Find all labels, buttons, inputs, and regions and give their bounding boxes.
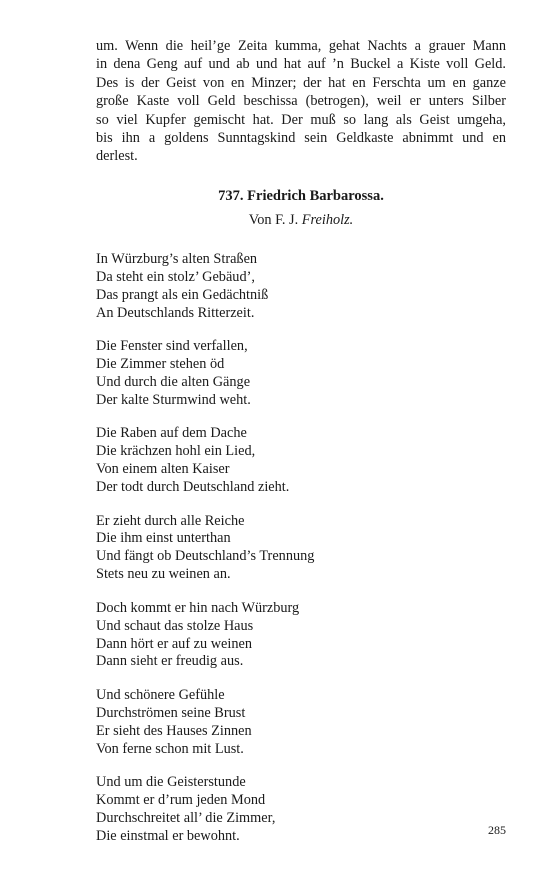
stanza — [96, 687, 506, 759]
prose-paragraph — [96, 37, 506, 166]
verse-line: An Deutschlands Ritterzeit. — [96, 304, 255, 321]
verse-line: Und fängt ob Deutschland’s Trennung — [96, 548, 315, 565]
verse-line: Er zieht durch alle Reiche — [96, 512, 245, 529]
verse-line: Die Fenster sind verfallen, — [96, 338, 248, 355]
prose-line: Des is der Geist von en Minzer; der hat en Ferschta um en ganze — [96, 74, 506, 91]
verse-line: Durchschreitet all’ die Zimmer, — [96, 809, 276, 826]
verse-line: Durchströmen seine Brust — [96, 704, 246, 721]
verse-line: Dann sieht er freudig aus. — [96, 653, 244, 670]
verse-line: In Würzburg’s alten Straßen — [96, 250, 258, 267]
stanza — [96, 774, 506, 846]
byline — [96, 211, 506, 229]
prose-line: in dena Geng auf und ab und hat auf ’n Buckel a Kiste voll Geld. — [96, 56, 506, 73]
verse-line: Von ferne schon mit Lust. — [96, 740, 244, 757]
verse-line: Der todt durch Deutschland zieht. — [96, 479, 290, 495]
stanza — [96, 513, 506, 585]
verse-line: Die einstmal er bewohnt. — [96, 827, 240, 844]
verse-line: Die Zimmer stehen öd — [96, 355, 225, 372]
verse-line: Da steht ein stolz’ Gebäud’, — [96, 268, 255, 285]
verse-line: Von einem alten Kaiser — [96, 461, 230, 478]
verse-line: Und schaut das stolze Haus — [96, 617, 254, 634]
verse-line: Doch kommt er hin nach Würzburg — [96, 599, 300, 616]
stanza — [96, 338, 506, 410]
prose-line: derlest. — [96, 148, 138, 165]
poem — [96, 251, 506, 846]
verse-line: Dann hört er auf zu weinen — [96, 635, 253, 652]
verse-line: Die ihm einst unterthan — [96, 530, 231, 547]
byline-author: Freiholz. — [301, 211, 354, 228]
prose-line: bis ihn a goldens Sunntagskind sein Geldkaste abnimmt und en — [96, 130, 506, 147]
verse-line: Stets neu zu weinen an. — [96, 566, 231, 583]
verse-line: Und um die Geisterstunde — [96, 774, 246, 791]
stanza — [96, 425, 506, 497]
prose-line: so viel Kupfer gemischt hat. Der muß so lang als Geist umgeha, — [96, 111, 506, 128]
prose-line: große Kaste voll Geld beschissa (betrogen), weil er unters Silber — [96, 93, 506, 110]
stanza — [96, 600, 506, 672]
verse-line: Der kalte Sturmwind weht. — [96, 391, 251, 408]
verse-line: Und schönere Gefühle — [96, 686, 225, 703]
verse-line: Das prangt als ein Gedächtniß — [96, 286, 269, 303]
verse-line: Die Raben auf dem Dache — [96, 425, 247, 442]
book-page — [96, 37, 506, 861]
verse-line: Die krächzen hohl ein Lied, — [96, 443, 256, 460]
verse-line: Kommt er d’rum jeden Mond — [96, 792, 266, 809]
verse-line: Er sieht des Hauses Zinnen — [96, 722, 252, 739]
prose-line: um. Wenn die heil’ge Zeita kumma, gehat Nachts a grauer Mann — [96, 38, 506, 54]
stanza — [96, 251, 506, 323]
verse-line: Und durch die alten Gänge — [96, 373, 251, 390]
section-heading: 737. Friedrich Barbarossa. — [218, 187, 384, 204]
page-number: 285 — [488, 823, 506, 837]
byline-prefix: Von F. J. — [248, 211, 299, 228]
